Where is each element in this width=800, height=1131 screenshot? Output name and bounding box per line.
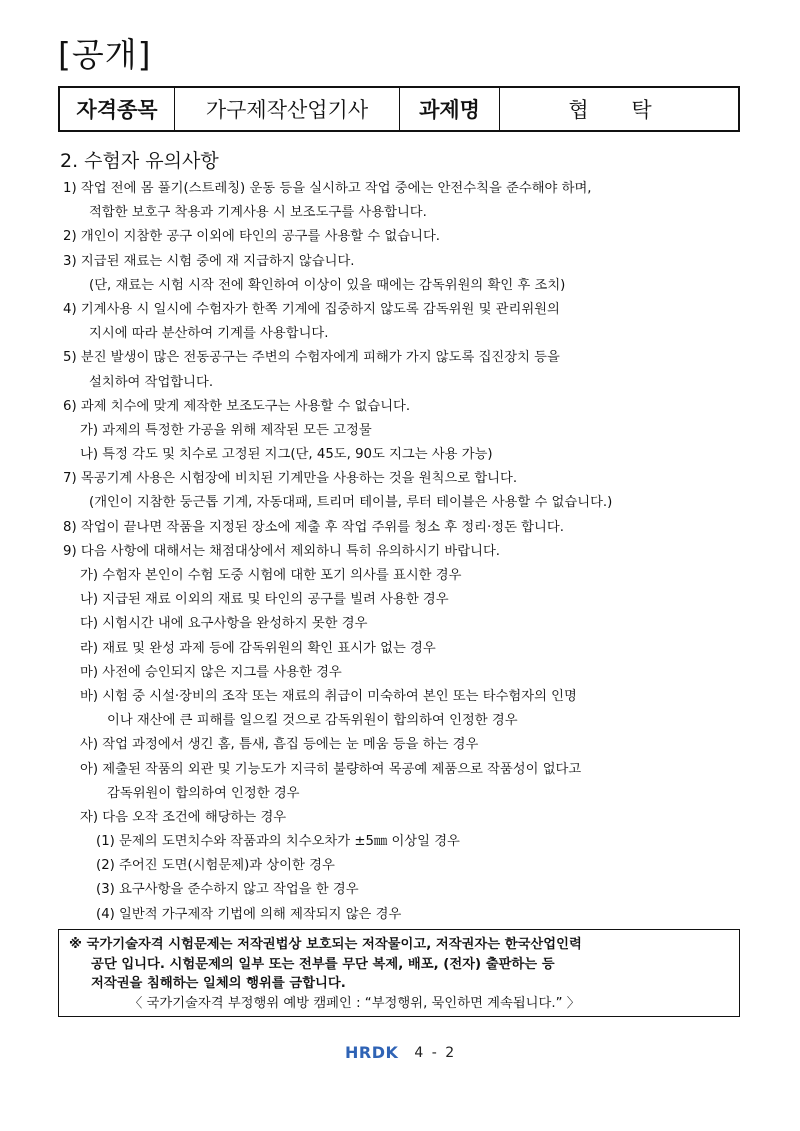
task-value: 협 탁 bbox=[568, 98, 670, 122]
disclosure-tag: [공개] bbox=[58, 35, 152, 74]
list-item: 라) 재료 및 완성 과제 등에 감독위원의 확인 표시가 없는 경우 bbox=[80, 640, 436, 656]
list-item: 2) 개인이 지참한 공구 이외에 타인의 공구를 사용할 수 없습니다. bbox=[63, 229, 441, 245]
page-footer bbox=[345, 1043, 456, 1062]
campaign-line: 〈 국가기술자격 부정행위 예방 캠페인 : “부정행위, 묵인하면 계속됩니다.” 〉 bbox=[129, 995, 580, 1011]
list-item: 1) 작업 전에 몸 풀기(스트레칭) 운동 등을 실시하고 작업 중에는 안전수칙을 준수해야 하며, bbox=[63, 181, 592, 196]
page-number: 4 - 2 bbox=[414, 1044, 457, 1061]
notice-line: 공단 입니다. 시험문제의 일부 또는 전부를 무단 복제, 배포, (전자) 출판하는 등 bbox=[91, 956, 555, 972]
list-item: 6) 과제 치수에 맞게 제작한 보조도구는 사용할 수 없습니다. bbox=[63, 398, 411, 414]
section-title: 2. 수험자 유의사항 bbox=[60, 150, 219, 172]
list-item: (2) 주어진 도면(시험문제)과 상이한 경우 bbox=[96, 858, 335, 874]
notice-line: ※ 국가기술자격 시험문제는 저작권법상 보호되는 저작물이고, 저작권자는 한국산업인력 bbox=[69, 937, 582, 952]
list-item: 바) 시험 중 시설·장비의 조작 또는 재료의 취급이 미숙하여 본인 또는 타수험자의 인명 bbox=[80, 688, 577, 704]
list-item: 가) 과제의 특정한 가공을 위해 제작된 모든 고정물 bbox=[80, 422, 372, 438]
precautions-list bbox=[60, 177, 750, 927]
list-item: 다) 시험시간 내에 요구사항을 완성하지 못한 경우 bbox=[80, 616, 368, 632]
list-item: (개인이 지참한 둥근톱 기계, 자동대패, 트리머 테이블, 루터 테이블은 사용할 수 없습니다.) bbox=[89, 495, 613, 511]
list-item: 자) 다음 오작 조건에 해당하는 경우 bbox=[80, 809, 287, 825]
list-item: 적합한 보호구 착용과 기계사용 시 보조도구를 사용합니다. bbox=[89, 205, 427, 221]
notice-line: 저작권을 침해하는 일체의 행위를 금합니다. bbox=[91, 976, 346, 991]
list-item: 4) 기계사용 시 일시에 수험자가 한쪽 기계에 집중하지 않도록 감독위원 및 관리위원의 bbox=[63, 301, 560, 317]
list-item: 8) 작업이 끝나면 작품을 지정된 장소에 제출 후 작업 주위를 청소 후 정리·정돈 합니다. bbox=[63, 519, 564, 535]
list-item: 지시에 따라 분산하여 기계를 사용합니다. bbox=[89, 326, 329, 342]
list-item: 마) 사전에 승인되지 않은 지그를 사용한 경우 bbox=[80, 664, 342, 680]
list-item: 나) 지급된 재료 이외의 재료 및 타인의 공구를 빌려 사용한 경우 bbox=[80, 592, 449, 608]
list-item: 3) 지급된 재료는 시험 중에 재 지급하지 않습니다. bbox=[63, 253, 355, 269]
list-item: 감독위원이 합의하여 인정한 경우 bbox=[107, 785, 300, 801]
hrdk-logo: HRDK bbox=[345, 1043, 399, 1062]
copyright-notice bbox=[58, 929, 740, 1017]
list-item: (단, 재료는 시험 시작 전에 확인하여 이상이 있을 때에는 감독위원의 확인 후 조치) bbox=[89, 277, 566, 293]
list-item: 가) 수험자 본인이 수험 도중 시험에 대한 포기 의사를 표시한 경우 bbox=[80, 568, 462, 583]
list-item: 나) 특정 각도 및 치수로 고정된 지그(단, 45도, 90도 지그는 사용 가능) bbox=[80, 447, 493, 463]
task-label: 과제명 bbox=[400, 88, 500, 130]
list-item: 아) 제출된 작품의 외관 및 기능도가 지극히 불량하여 목공예 제품으로 작품성이 없다고 bbox=[80, 761, 582, 777]
list-item: 7) 목공기계 사용은 시험장에 비치된 기계만을 사용하는 것을 원칙으로 합니다. bbox=[63, 471, 518, 487]
list-item: 이나 재산에 큰 피해를 일으킬 것으로 감독위원이 합의하여 인정한 경우 bbox=[107, 713, 518, 729]
subject-label: 자격종목 bbox=[60, 88, 175, 130]
list-item: (4) 일반적 가구제작 기법에 의해 제작되지 않은 경우 bbox=[96, 906, 402, 922]
list-item: 9) 다음 사항에 대해서는 채점대상에서 제외하니 특히 유의하시기 바랍니다. bbox=[63, 543, 501, 559]
list-item: 5) 분진 발생이 많은 전동공구는 주변의 수험자에게 피해가 가지 않도록 집진장치 등을 bbox=[63, 350, 560, 366]
subject-value: 가구제작산업기사 bbox=[175, 88, 400, 130]
list-item: 설치하여 작업합니다. bbox=[89, 374, 214, 390]
exam-info-table bbox=[58, 86, 740, 132]
list-item: (1) 문제의 도면치수와 작품과의 치수오차가 ±5㎜ 이상일 경우 bbox=[96, 834, 460, 850]
list-item: 사) 작업 과정에서 생긴 홈, 틈새, 흠집 등에는 눈 메움 등을 하는 경우 bbox=[80, 737, 479, 753]
list-item: (3) 요구사항을 준수하지 않고 작업을 한 경우 bbox=[96, 882, 359, 898]
